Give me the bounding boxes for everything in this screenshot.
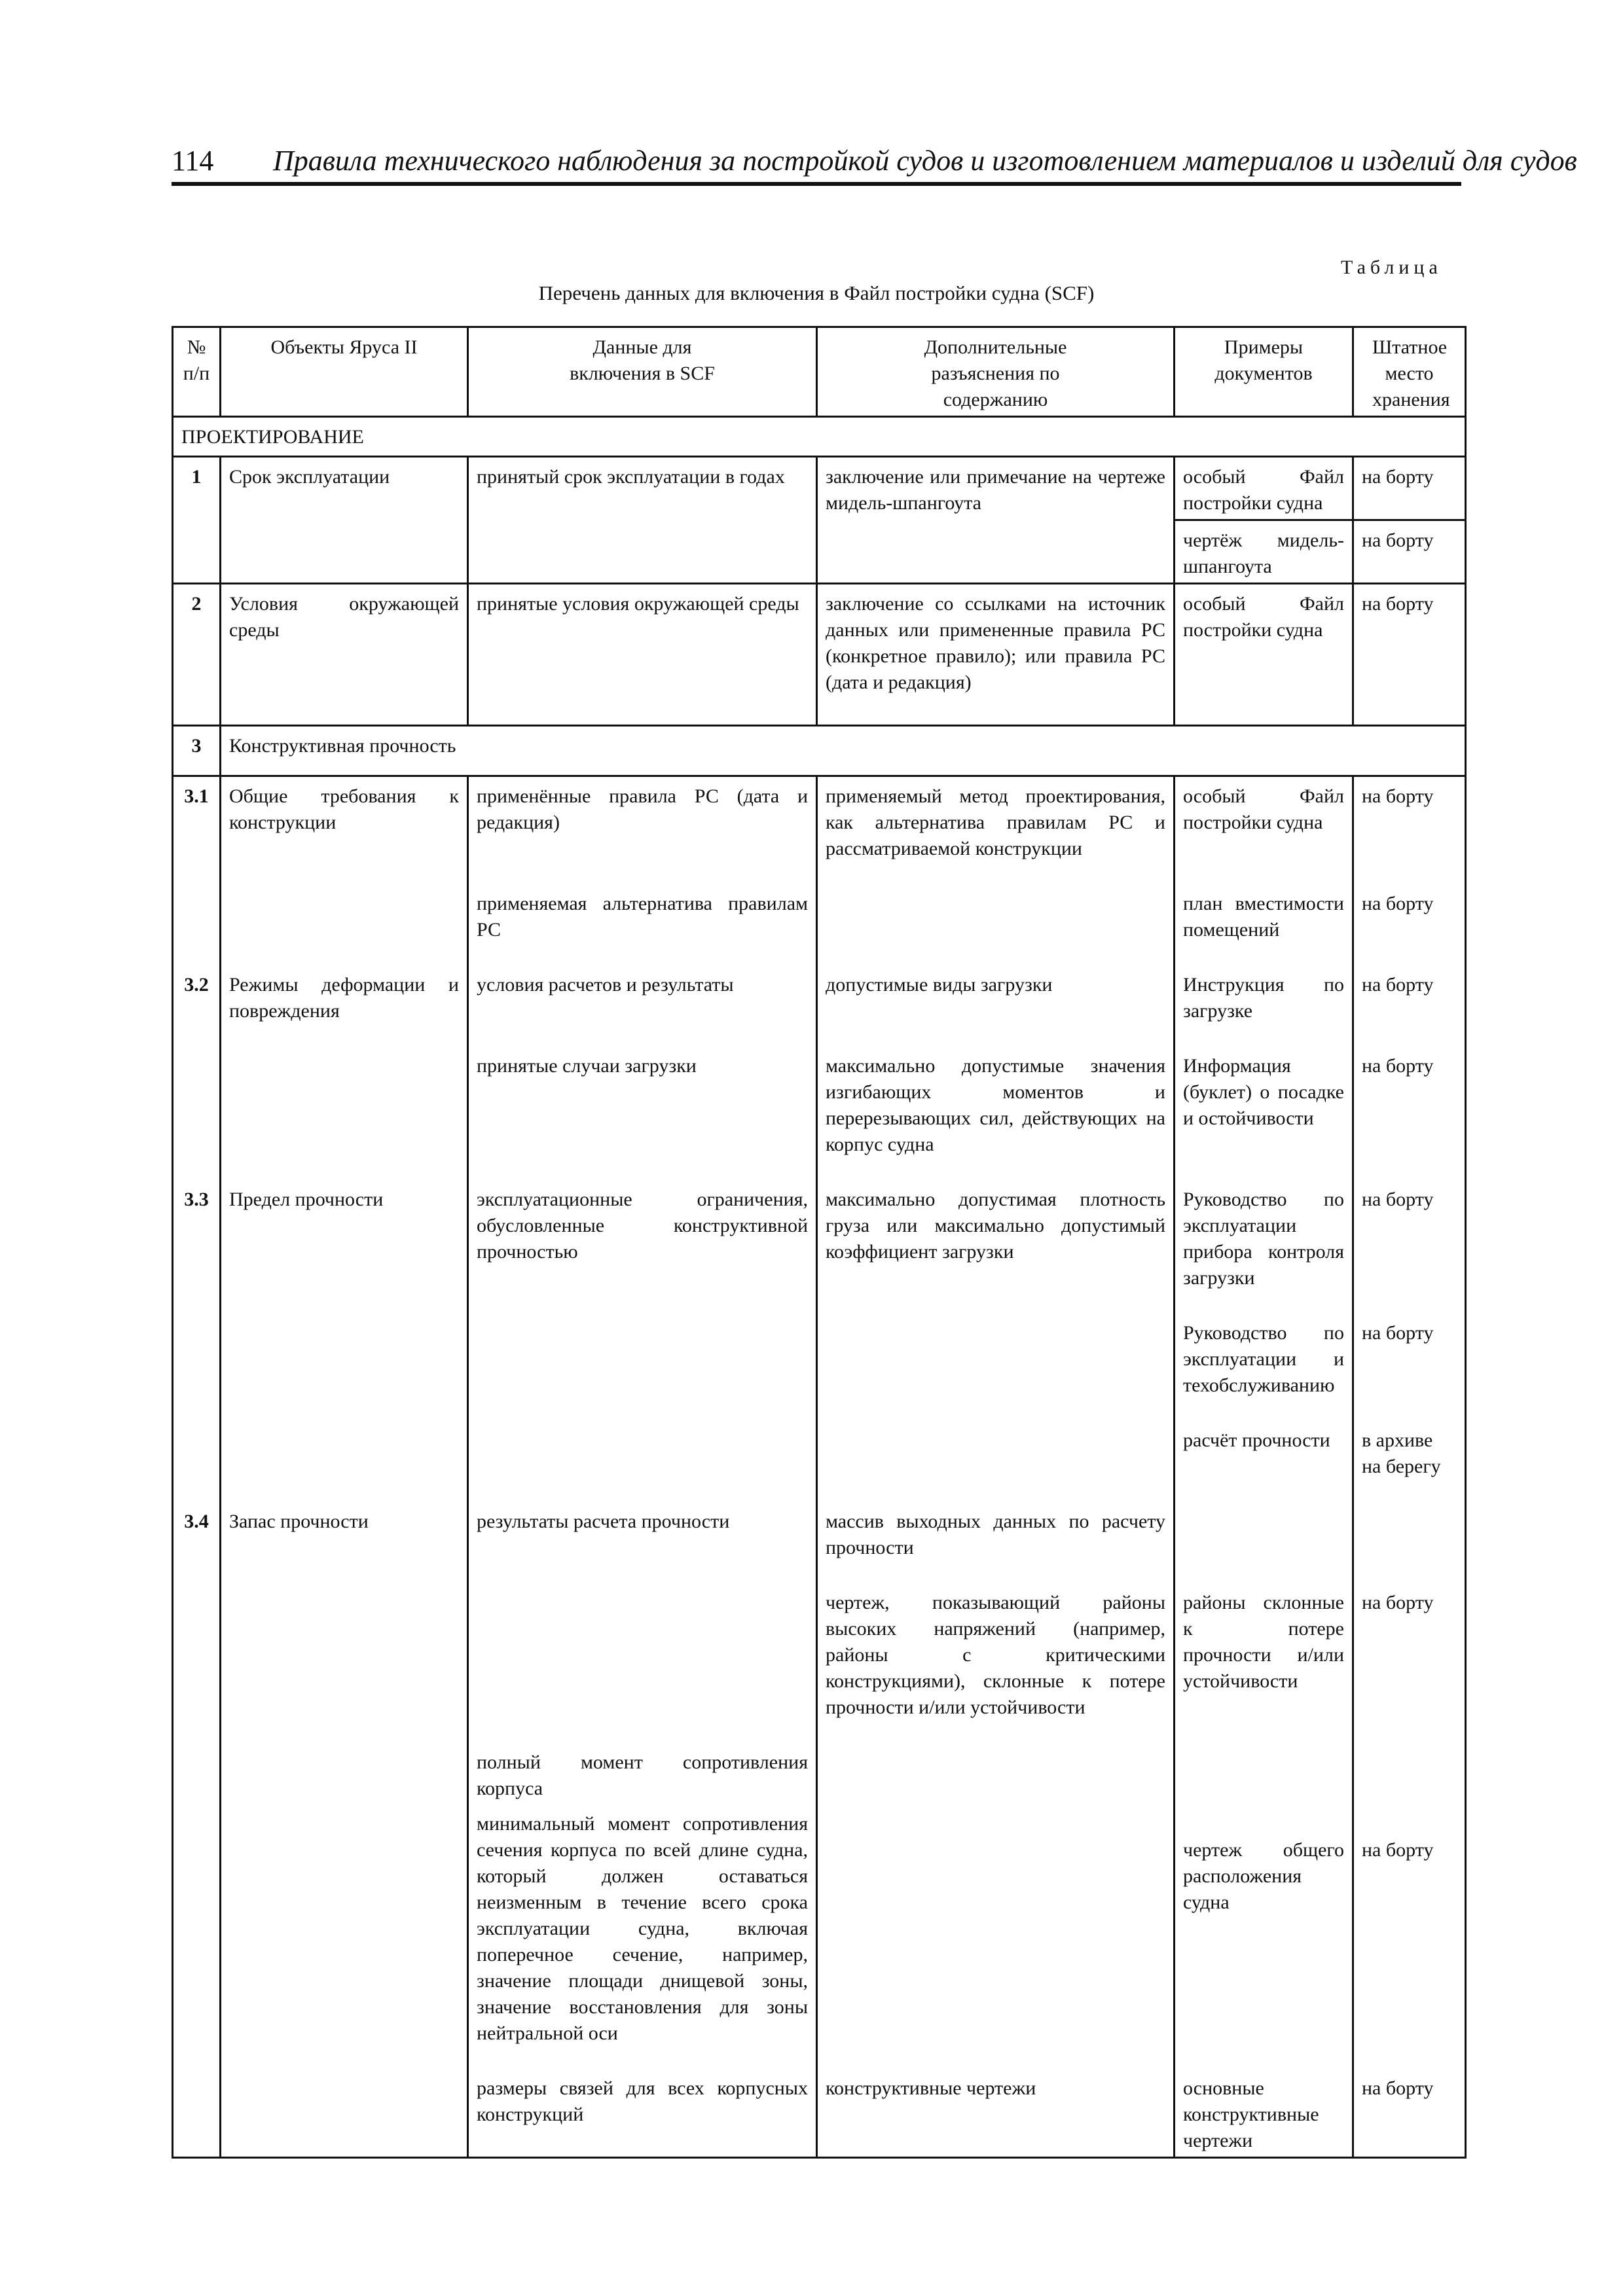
table-row bbox=[173, 457, 1466, 520]
row-explain: максимально допустимые значения изгибающих моментов и перерезывающих сил, действующих на корпус судна bbox=[817, 1047, 1175, 1180]
table-row bbox=[173, 1583, 1466, 1743]
row-storage: на борту bbox=[1353, 1047, 1466, 1180]
row-storage: на борту bbox=[1353, 884, 1466, 965]
row-data: результаты расчета прочности bbox=[468, 1502, 817, 1583]
row-object: Предел прочности bbox=[221, 1180, 468, 1314]
row-object: Срок эксплуатации bbox=[221, 457, 468, 584]
table-row bbox=[173, 2069, 1466, 2158]
row-num: 3.4 bbox=[173, 1502, 221, 1583]
row-storage: на борту bbox=[1353, 1583, 1466, 1743]
row-example: Руководство по эксплуатации и техобслуживанию bbox=[1175, 1314, 1353, 1421]
row-num: 3.3 bbox=[173, 1180, 221, 1314]
table-header-row bbox=[173, 327, 1466, 417]
row-example: расчёт прочности bbox=[1175, 1421, 1353, 1502]
row-example: Инструкция по загрузке bbox=[1175, 965, 1353, 1047]
row-storage: на борту bbox=[1353, 520, 1466, 584]
row-example: Руководство по эксплуатации прибора контроля загрузки bbox=[1175, 1180, 1353, 1314]
row-data: применённые правила РС (дата и редакция) bbox=[468, 776, 817, 885]
table-row bbox=[173, 1502, 1466, 1583]
row-object: Режимы деформации и повреждения bbox=[221, 965, 468, 1047]
row-title: Конструктивная прочность bbox=[221, 726, 1466, 776]
row-explain: максимально допустимая плотность груза или максимально допустимый коэффициент загрузки bbox=[817, 1180, 1175, 1314]
row-storage: на борту bbox=[1353, 776, 1466, 885]
table-row bbox=[173, 1047, 1466, 1180]
row-storage: на борту bbox=[1353, 2069, 1466, 2158]
row-num: 1 bbox=[173, 457, 221, 584]
row-example: Информация (буклет) о посадке и остойчивости bbox=[1175, 1047, 1353, 1180]
row-num: 3.2 bbox=[173, 965, 221, 1047]
row-data: условия расчетов и результаты bbox=[468, 965, 817, 1047]
row-example: особый Файл постройки судна bbox=[1175, 584, 1353, 726]
row-example: особый Файл постройки судна bbox=[1175, 776, 1353, 885]
header-examples: Примеры документов bbox=[1175, 327, 1353, 417]
row-object: Запас прочности bbox=[221, 1502, 468, 1583]
table-row bbox=[173, 776, 1466, 885]
row-data: применяемая альтернатива правилам РС bbox=[468, 884, 817, 965]
table-row bbox=[173, 1421, 1466, 1502]
table-row bbox=[173, 965, 1466, 1047]
header-explain: Дополнительные разъяснения по содержанию bbox=[817, 327, 1175, 417]
row-example: план вместимости помещений bbox=[1175, 884, 1353, 965]
row-example: чертёж мидель-шпангоута bbox=[1175, 520, 1353, 584]
row-storage: на борту bbox=[1353, 1314, 1466, 1421]
table-caption: Перечень данных для включения в Файл постройки судна (SCF) bbox=[538, 281, 1095, 304]
row-explain: массив выходных данных по расчету прочности bbox=[817, 1502, 1175, 1583]
header-objects: Объекты Яруса II bbox=[221, 327, 468, 417]
row-explain: заключение или примечание на чертеже мидель-шпангоута bbox=[817, 457, 1175, 584]
page-number: 114 bbox=[172, 145, 214, 177]
row-data: размеры связей для всех корпусных конструкций bbox=[468, 2069, 817, 2158]
row-explain: конструктивные чертежи bbox=[817, 2069, 1175, 2158]
table-row bbox=[173, 584, 1466, 726]
page-header bbox=[172, 143, 1577, 186]
header-storage: Штатное место хранения bbox=[1353, 327, 1466, 417]
row-num: 2 bbox=[173, 584, 221, 726]
table-row bbox=[173, 1180, 1466, 1314]
row-num: 3.1 bbox=[173, 776, 221, 885]
row-storage: в архиве на берегу bbox=[1353, 1421, 1466, 1502]
table-row bbox=[173, 884, 1466, 965]
row-data: эксплуатационные ограничения, обусловленные конструктивной прочностью bbox=[468, 1180, 817, 1314]
row-explain: применяемый метод проектирования, как альтернатива правилам РС и рассматриваемой конструкции bbox=[817, 776, 1175, 885]
section-row bbox=[173, 417, 1466, 457]
row-object: Общие требования к конструкции bbox=[221, 776, 468, 885]
row-example: чертеж общего расположения судна bbox=[1175, 1804, 1353, 2069]
row-example: районы склонные к потере прочности и/или устойчивости bbox=[1175, 1583, 1353, 1743]
row-storage: на борту bbox=[1353, 965, 1466, 1047]
row-data: минимальный момент сопротивления сечения корпуса по всей длине судна, который должен оставаться неизменным в течение всего срока эксплуатации судна, включая поперечное сечение, например, значение площади днищевой зоны, значение восстановления для зоны нейтральной оси bbox=[468, 1804, 817, 2069]
row-data: принятый срок эксплуатации в годах bbox=[468, 457, 817, 584]
running-title: Правила технического наблюдения за постройкой судов и изготовлением материалов и изделий для судов bbox=[273, 145, 1577, 177]
row-example: особый Файл постройки судна bbox=[1175, 457, 1353, 520]
section-title: ПРОЕКТИРОВАНИЕ bbox=[173, 417, 1466, 457]
table-row bbox=[173, 726, 1466, 776]
row-num: 3 bbox=[173, 726, 221, 776]
row-storage: на борту bbox=[1353, 1180, 1466, 1314]
row-explain: чертеж, показывающий районы высоких напряжений (например, районы с критическими конструкциями), склонные к потере прочности и/или устойчивости bbox=[817, 1583, 1175, 1743]
header-num: № п/п bbox=[173, 327, 221, 417]
table-row bbox=[173, 1743, 1466, 1804]
scf-data-table bbox=[172, 326, 1467, 2159]
table-label: Таблица bbox=[1341, 257, 1442, 278]
row-data: принятые условия окружающей среды bbox=[468, 584, 817, 726]
row-data: принятые случаи загрузки bbox=[468, 1047, 817, 1180]
row-explain: допустимые виды загрузки bbox=[817, 965, 1175, 1047]
header-data: Данные для включения в SCF bbox=[468, 327, 817, 417]
row-storage: на борту bbox=[1353, 584, 1466, 726]
row-object: Условия окружающей среды bbox=[221, 584, 468, 726]
row-example: основные конструктивные чертежи bbox=[1175, 2069, 1353, 2158]
row-data: полный момент сопротивления корпуса bbox=[468, 1743, 817, 1804]
row-storage: на борту bbox=[1353, 457, 1466, 520]
table-row bbox=[173, 1804, 1466, 2069]
table-row bbox=[173, 1314, 1466, 1421]
row-explain: заключение со ссылками на источник данных или примененные правила РС (конкретное правило); или правила РС (дата и редакция) bbox=[817, 584, 1175, 726]
row-storage: на борту bbox=[1353, 1804, 1466, 2069]
